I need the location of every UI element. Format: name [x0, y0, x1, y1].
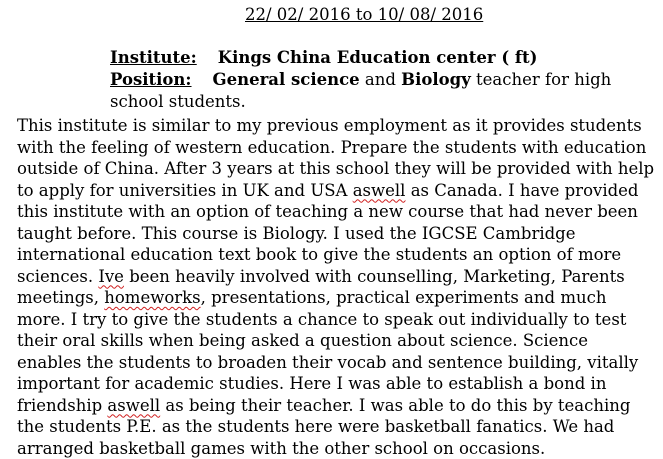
- position-subject-2: Biology: [401, 70, 471, 89]
- position-rest: teacher for high school students.: [110, 70, 612, 111]
- position-joiner: and: [359, 70, 402, 89]
- misspelled-word[interactable]: aswell: [107, 395, 161, 415]
- misspelled-word[interactable]: Ive: [98, 266, 124, 286]
- employment-date-range: 22/ 02/ 2016 to 10/ 08/ 2016: [245, 5, 484, 24]
- job-info-block: [110, 47, 650, 113]
- institute-label: Institute:: [110, 48, 197, 67]
- paragraph-text: This institute is similar to my previous employment as it provides students with the feeling of western education. Prepare the students with education outside of China. After 3 years at this school they will be provided with help to apply for universities in UK and USA: [17, 116, 655, 200]
- position-label: Position:: [110, 70, 192, 89]
- paragraph-text: been heavily involved with counselling, Marketing, Parents meetings,: [17, 266, 625, 307]
- institute-row: [110, 47, 650, 69]
- institute-name: Kings China Education center ( ft): [217, 48, 538, 67]
- paragraph-text: , presentations, practical experiments and much more. I try to give the students a chance to speak out individually to test their oral skills when being asked a question about science. Science enables the students to broaden their vocab and sentence building, vitally important for academic studies. Here I was able to establish a bond in friendship: [17, 288, 639, 415]
- misspelled-word[interactable]: homeworks: [104, 288, 201, 307]
- position-subject-1: General science: [212, 70, 360, 89]
- paragraph-text: as Canada. I have provided this institute with an option of teaching a new course that had never been taught before. This course is Biology. I used the IGCSE Cambridge international education text book to give the students an option of more sciences.: [17, 180, 639, 286]
- position-row: [110, 69, 650, 113]
- job-description-paragraph: [17, 115, 657, 459]
- misspelled-word[interactable]: aswell: [352, 180, 406, 200]
- paragraph-text: as being their teacher. I was able to do this by teaching the students P.E. as the students here were basketball fanatics. We had arranged basketball games with the other school on occasions.: [17, 395, 631, 458]
